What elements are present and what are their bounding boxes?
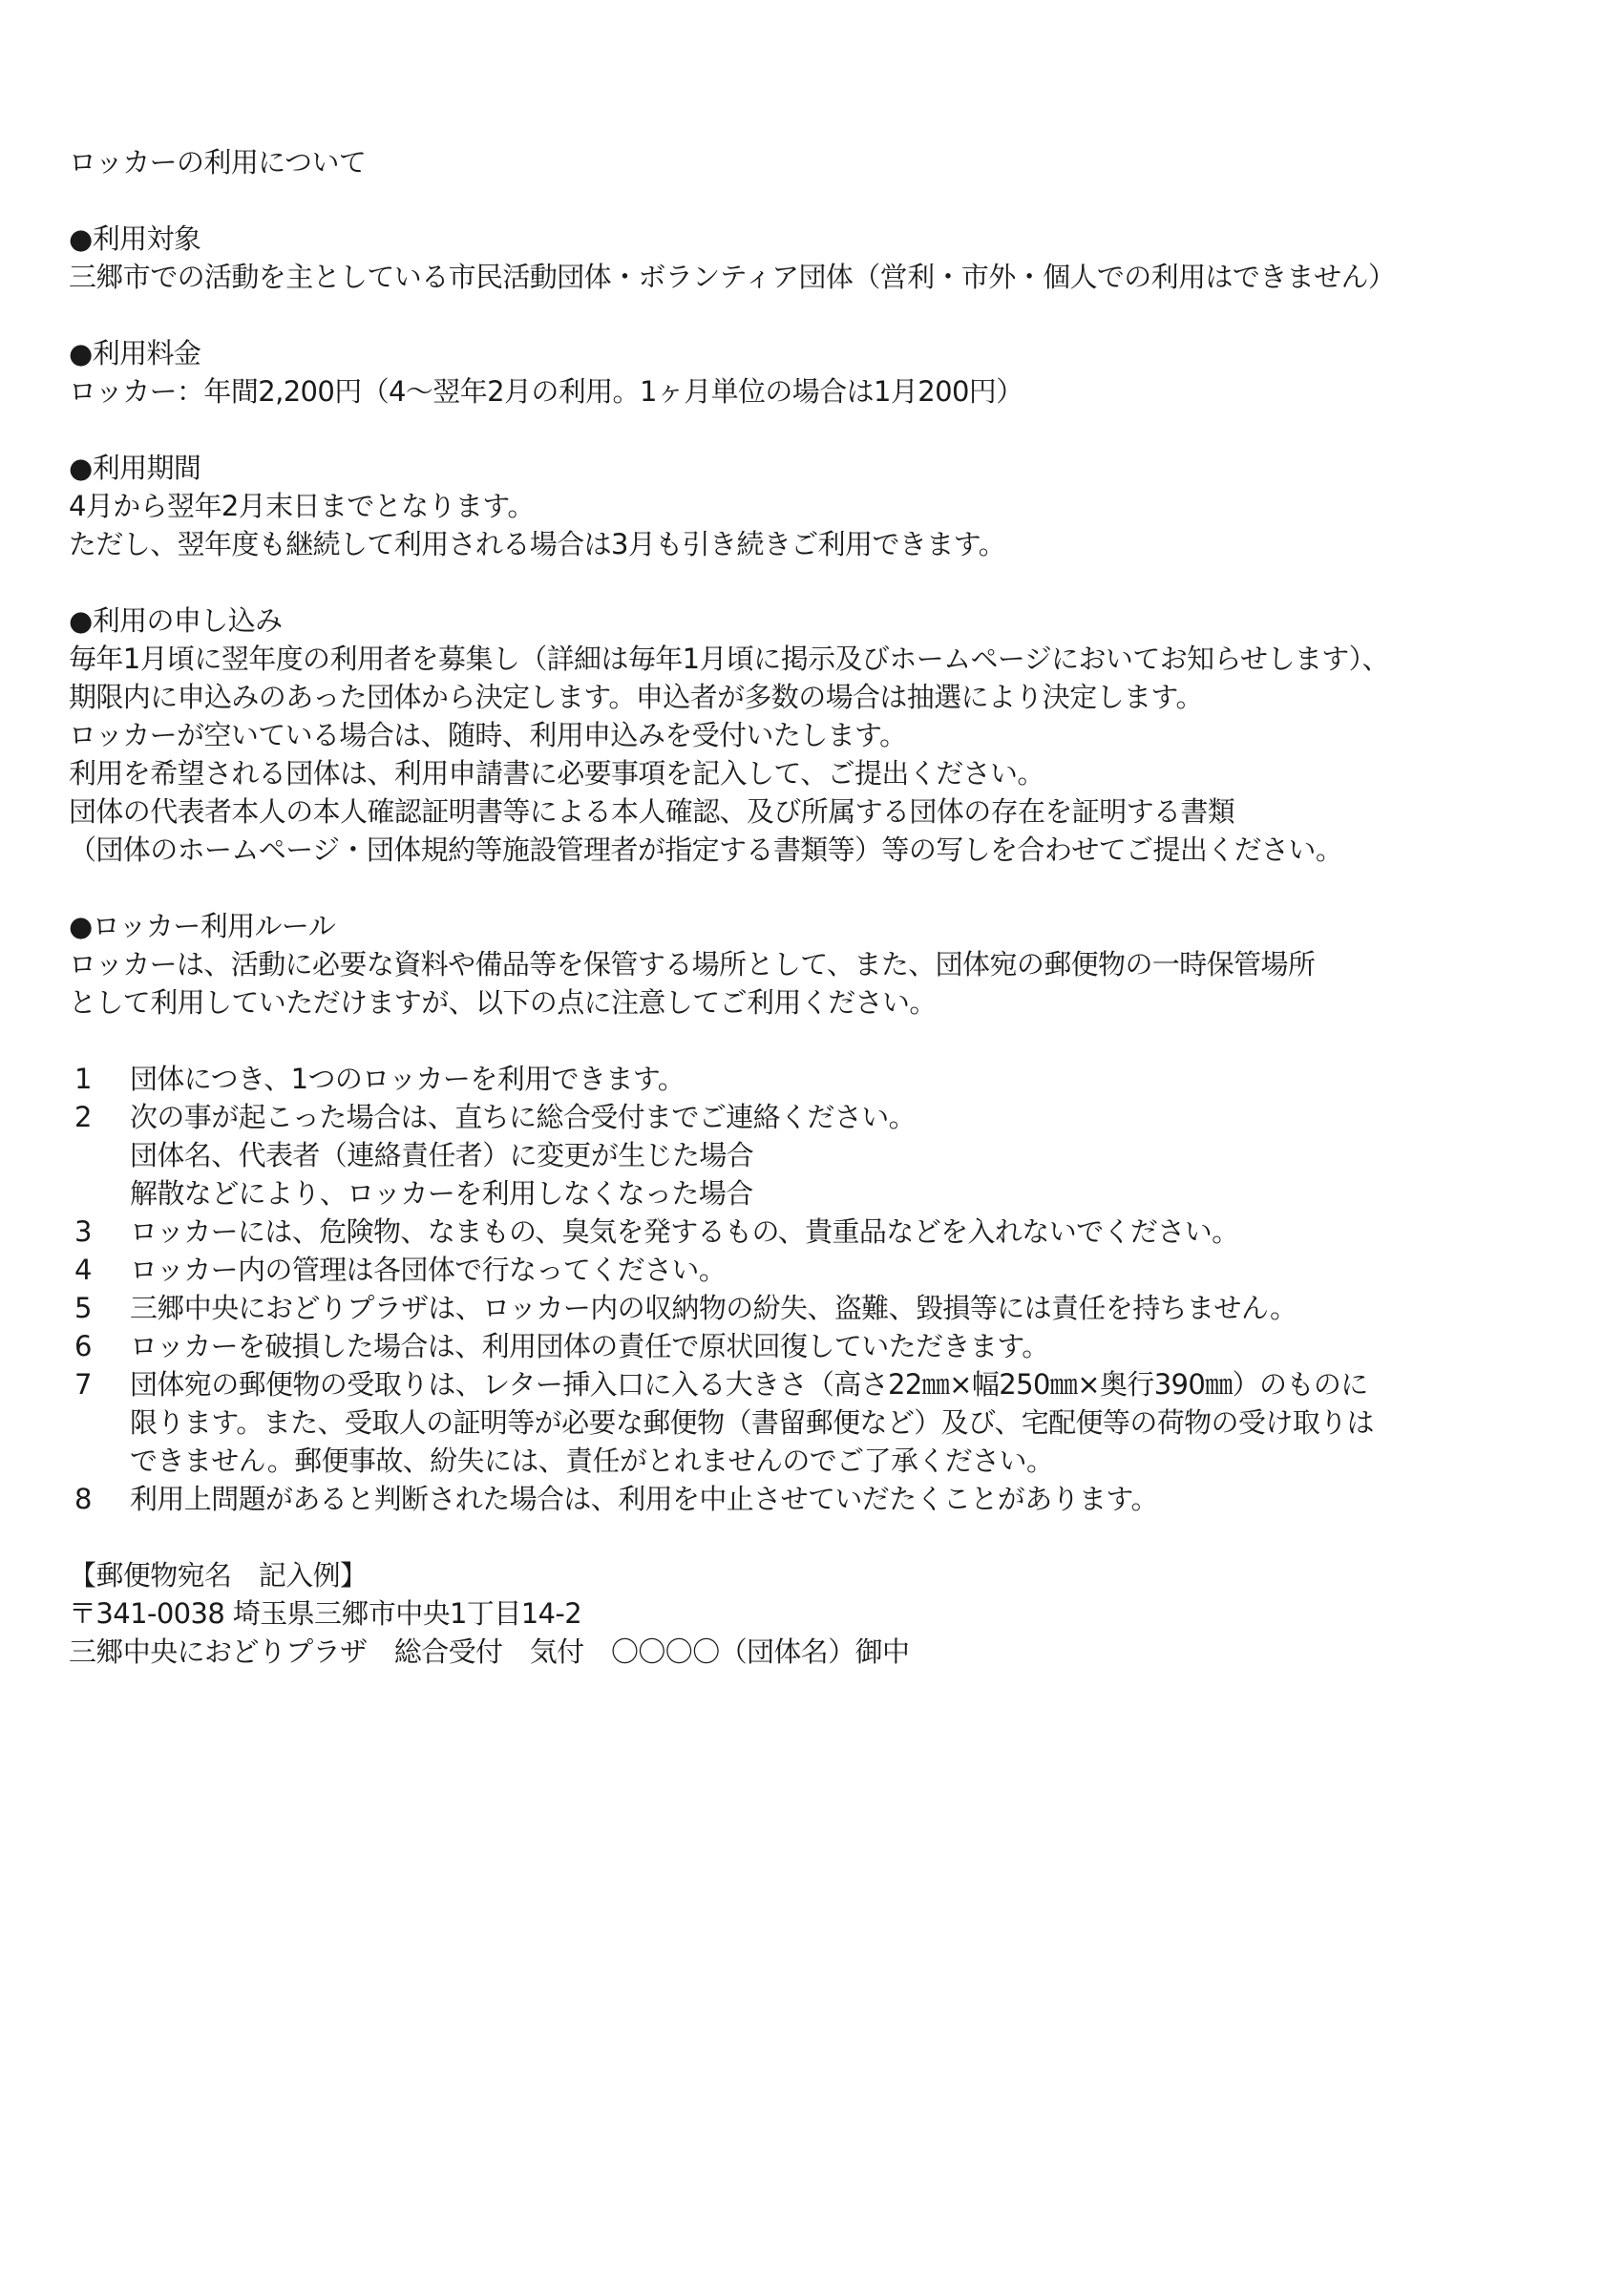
section-line: 団体の代表者本人の本人確認証明書等による本人確認、及び所属する団体の存在を証明する書類 [69, 795, 1235, 828]
rule-number: 7 [74, 1368, 92, 1401]
section-heading-target: ●利用対象 [69, 222, 201, 255]
section-heading-rules: ●ロッカー利用ルール [69, 910, 336, 942]
rule-text: 解散などにより、ロッカーを利用しなくなった場合 [130, 1177, 753, 1210]
rule-text: 団体につき、1つのロッカーを利用できます。 [130, 1063, 685, 1095]
mail-address-example [69, 1556, 1596, 1671]
rule-item-continued [69, 1174, 1596, 1213]
section-line: ロッカーは、活動に必要な資料や備品等を保管する場所として、また、団体宛の郵便物の一時保管場所 [69, 948, 1316, 981]
rule-item [69, 1365, 1596, 1403]
section-line: ただし、翌年度も継続して利用される場合は3月も引き続きご利用できます。 [69, 528, 1006, 560]
rule-item [69, 1289, 1596, 1327]
rule-text: 三郷中央におどりプラザは、ロッカー内の収納物の紛失、盗難、毀損等には責任を持ちません。 [130, 1292, 1297, 1324]
rule-text: ロッカーを破損した場合は、利用団体の責任で原状回復していただきます。 [130, 1330, 1049, 1362]
rule-number: 4 [74, 1254, 92, 1286]
rule-text: 利用上問題があると判断された場合は、利用を中止させていだたくことがあります。 [130, 1483, 1158, 1515]
section-heading-application: ●利用の申し込み [69, 604, 283, 637]
section-line: ロッカーが空いている場合は、随時、利用申込みを受付いたします。 [69, 719, 907, 751]
rule-item [69, 1480, 1596, 1518]
rule-item-continued [69, 1136, 1596, 1174]
mail-address-line: 〒341-0038 埼玉県三郷市中央1丁目14-2 [69, 1597, 582, 1630]
document-body [69, 143, 1596, 1671]
section-heading-fee: ●利用料金 [69, 337, 201, 369]
section-line: として利用していただけますが、以下の点に注意してご利用ください。 [69, 986, 937, 1019]
section-line: （団体のホームページ・団体規約等施設管理者が指定する書類等）等の写しを合わせてご提出ください。 [69, 833, 1343, 866]
rule-text: 次の事が起こった場合は、直ちに総合受付までご連絡ください。 [130, 1101, 917, 1133]
rule-text: 団体宛の郵便物の受取りは、レター挿入口に入る大きさ（高さ22㎜×幅250㎜×奥行390㎜）のものに [130, 1368, 1368, 1401]
rule-number: 6 [74, 1330, 92, 1362]
mail-recipient-line: 三郷中央におどりプラザ 総合受付 気付 〇〇〇〇（団体名）御中 [69, 1635, 910, 1668]
rule-item [69, 1251, 1596, 1289]
section-line: 利用を希望される団体は、利用申請書に必要事項を記入して、ご提出ください。 [69, 757, 1044, 790]
section-line: ロッカー：年間2,200円（4～翌年2月の利用。1ヶ月単位の場合は1月200円） [69, 375, 1023, 408]
section-line: 毎年1月頃に翌年度の利用者を募集し（詳細は毎年1月頃に掲示及びホームページにおいてお知らせします）、 [69, 643, 1389, 675]
section-line: 期限内に申込みのあった団体から決定します。申込者が多数の場合は抽選により決定します。 [69, 681, 1203, 713]
page-title: ロッカーの利用について [69, 146, 367, 179]
rule-number: 5 [74, 1292, 92, 1324]
rule-item-continued [69, 1403, 1596, 1442]
section-line: 三郷市での活動を主としている市民活動団体・ボランティア団体（営利・市外・個人での利用はできません） [69, 261, 1396, 293]
rules-list [69, 1060, 1596, 1518]
rule-text: 限ります。また、受取人の証明等が必要な郵便物（書留郵便など）及び、宅配便等の荷物の受け取りは [130, 1406, 1374, 1439]
rule-number: 2 [74, 1101, 92, 1133]
section-heading-period: ●利用期間 [69, 452, 201, 484]
rule-item [69, 1213, 1596, 1251]
rule-number: 1 [74, 1063, 92, 1095]
rule-number: 3 [74, 1215, 92, 1248]
rule-item [69, 1098, 1596, 1136]
rule-item-continued [69, 1442, 1596, 1480]
rule-text: ロッカー内の管理は各団体で行なってください。 [130, 1254, 727, 1286]
section-line: 4月から翌年2月末日までとなります。 [69, 490, 535, 522]
rule-number: 8 [74, 1483, 92, 1515]
rule-text: 団体名、代表者（連絡責任者）に変更が生じた場合 [130, 1139, 754, 1171]
rule-text: ロッカーには、危険物、なまもの、臭気を発するもの、貴重品などを入れないでください。 [130, 1215, 1239, 1248]
mail-example-heading: 【郵便物宛名 記入例】 [69, 1559, 368, 1592]
rule-item [69, 1327, 1596, 1365]
rule-item [69, 1060, 1596, 1098]
rule-text: できません。郵便事故、紛失には、責任がとれませんのでご了承ください。 [130, 1445, 1054, 1477]
